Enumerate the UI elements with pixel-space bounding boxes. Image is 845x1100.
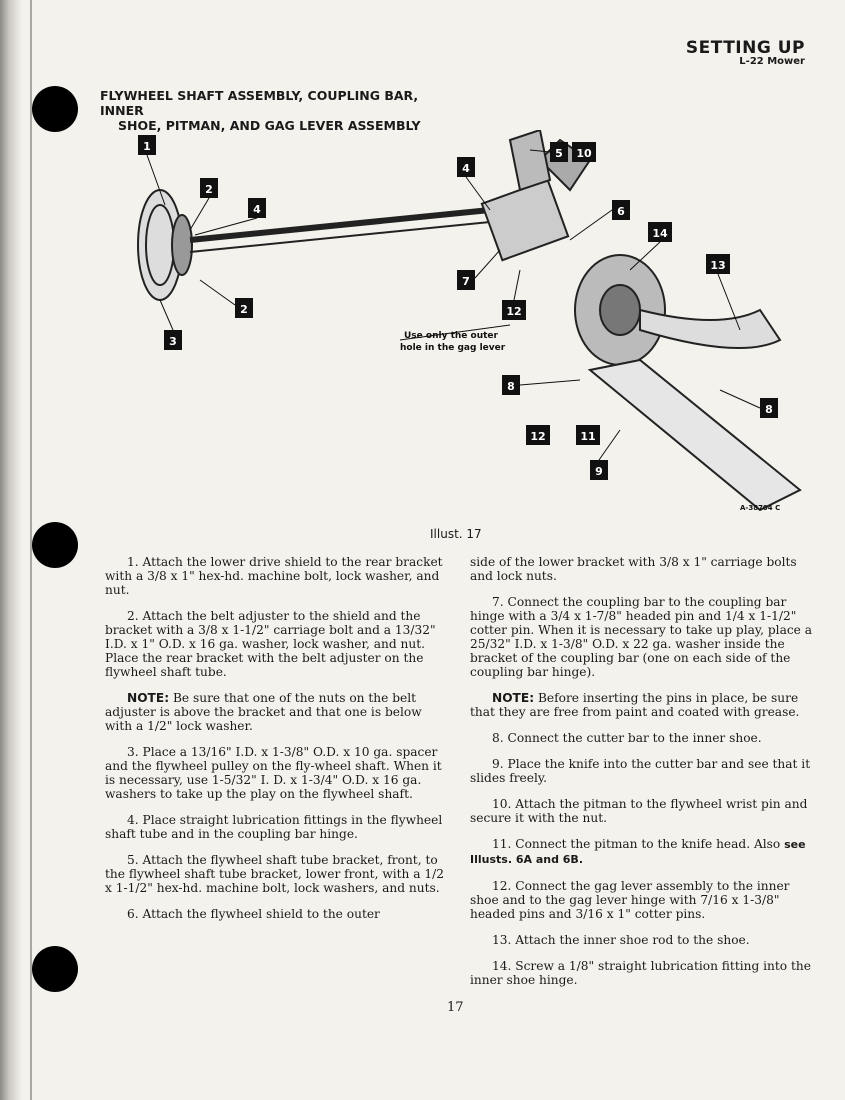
svg-text:2: 2	[240, 303, 248, 316]
callout-11	[576, 425, 600, 445]
svg-text:10: 10	[576, 147, 592, 160]
drawing-id: A-38704 C	[740, 504, 781, 512]
step-4: 4. Place straight lubrication fittings in the flywheel shaft tube and in the coupling bar hinge.	[105, 813, 443, 841]
binder-hole-bottom	[32, 946, 78, 992]
header-subtitle: L-22 Mower	[739, 56, 805, 67]
page-number: 17	[447, 1000, 464, 1015]
header-title: SETTING UP	[685, 38, 805, 58]
step-8: 8. Connect the cutter bar to the inner shoe.	[492, 731, 762, 745]
svg-text:8: 8	[507, 380, 515, 393]
svg-text:3: 3	[169, 335, 177, 348]
binder-hole-middle	[32, 522, 78, 568]
assembly-diagram	[120, 130, 810, 520]
callout-1	[138, 135, 156, 155]
annotation-line2: hole in the gag lever	[400, 343, 506, 353]
pitman-wheel-hub	[600, 285, 640, 335]
step-11-reference: see Illusts. 6A and 6B.	[470, 838, 806, 866]
note-2-label: NOTE:	[492, 691, 535, 705]
note-1	[105, 691, 445, 733]
callout-7	[457, 270, 475, 290]
step-2: 2. Attach the belt adjuster to the shield and the bracket with a 3/8 x 1-1/2" carriage bolt and a 13/32" I.D. x 1" O.D. x 16 ga. washer, lock washer, and nut. Place the rear bracket with the belt adjuster on the flywheel shaft tube.	[105, 609, 436, 679]
step-13: 13. Attach the inner shoe rod to the shoe.	[492, 933, 750, 947]
callout-8b	[760, 398, 778, 418]
coupling-bar-hinge	[482, 180, 568, 260]
coupling-bracket	[510, 130, 550, 190]
svg-text:11: 11	[580, 430, 596, 443]
flywheel-hub	[172, 215, 192, 275]
note-1-label: NOTE:	[127, 691, 170, 705]
svg-text:12: 12	[506, 305, 522, 318]
step-14: 14. Screw a 1/8" straight lubrication fitting into the inner shoe hinge.	[470, 959, 811, 987]
svg-text:8: 8	[765, 403, 773, 416]
svg-text:2: 2	[205, 183, 213, 196]
svg-text:4: 4	[462, 162, 470, 175]
svg-text:5: 5	[555, 147, 563, 160]
step-5: 5. Attach the flywheel shaft tube bracket, front, to the flywheel shaft tube bracket, lower front, with a 1/2 x 1-1/2" hex-hd. machine bolt, lock washers, and nuts.	[105, 853, 445, 895]
step-7: 7. Connect the coupling bar to the coupling bar hinge with a 3/4 x 1-7/8" headed pin and 1/4 x 1-1/2" cotter pin. When it is necessary to take up play, place a 25/32" I.D. x 1-3/8" O.D. x 22 ga. washer inside the bracket of the coupling bar (one on each side of the coupling bar hinge).	[470, 595, 813, 679]
callout-3	[164, 330, 182, 350]
note-2	[470, 691, 815, 719]
callout-5	[550, 142, 568, 162]
inner-shoe-rod	[640, 310, 780, 348]
callout-10	[572, 142, 596, 162]
callout-12	[502, 300, 526, 320]
cutter-bar	[590, 360, 800, 510]
annotation-line1: Use only the outer	[404, 331, 498, 341]
callout-4	[248, 198, 266, 218]
svg-text:12: 12	[530, 430, 546, 443]
svg-text:1: 1	[143, 140, 151, 153]
callout-2	[200, 178, 218, 198]
svg-text:9: 9	[595, 465, 603, 478]
svg-text:6: 6	[617, 205, 625, 218]
step-10: 10. Attach the pitman to the flywheel wrist pin and secure it with the nut.	[470, 797, 808, 825]
step-6: 6. Attach the flywheel shield to the outer	[127, 907, 380, 921]
step-3: 3. Place a 13/16" I.D. x 1-3/8" O.D. x 10 ga. spacer and the flywheel pulley on the fly-wheel shaft. When it is necessary, use 1-5/32" I. D. x 1-3/4" O.D. x 16 ga. washers to take up the play on the flywheel shaft.	[105, 745, 442, 801]
svg-text:13: 13	[710, 259, 726, 272]
step-11	[470, 837, 815, 867]
step-11-text: 11. Connect the pitman to the knife head. Also	[492, 837, 785, 851]
callout-14	[648, 222, 672, 242]
callout-6	[612, 200, 630, 220]
step-12: 12. Connect the gag lever assembly to the inner shoe and to the gag lever hinge with 7/16 x 1-3/8" headed pins and 3/16 x 1" cotter pins.	[470, 879, 790, 921]
instructions-right-column	[470, 555, 815, 999]
note-2-text: Before inserting the pins in place, be sure that they are free from paint and coated with grease.	[470, 691, 800, 719]
callout-2b	[235, 298, 253, 318]
binder-hole-top	[32, 86, 78, 132]
figure-caption: Illust. 17	[430, 527, 482, 541]
page-header	[686, 38, 805, 67]
step-9: 9. Place the knife into the cutter bar and see that it slides freely.	[470, 757, 811, 785]
svg-text:7: 7	[462, 275, 470, 288]
shaft-tube	[190, 210, 490, 240]
callout-4b	[457, 157, 475, 177]
callout-13	[706, 254, 730, 274]
svg-text:4: 4	[253, 203, 261, 216]
figure-title	[100, 88, 460, 133]
figure-title-line2: SHOE, PITMAN, AND GAG LEVER ASSEMBLY	[118, 118, 421, 133]
scan-edge	[0, 0, 22, 1100]
callout-9	[590, 460, 608, 480]
callout-12b	[526, 425, 550, 445]
svg-text:14: 14	[652, 227, 668, 240]
note-1-text: Be sure that one of the nuts on the belt adjuster is above the bracket and that one is below with a 1/2" lock washer.	[105, 691, 422, 733]
step-6-continued: side of the lower bracket with 3/8 x 1" carriage bolts and lock nuts.	[470, 555, 797, 583]
callout-8	[502, 375, 520, 395]
figure-title-line1: FLYWHEEL SHAFT ASSEMBLY, COUPLING BAR, INNER	[100, 88, 419, 118]
instructions-left-column	[105, 555, 445, 933]
step-1: 1. Attach the lower drive shield to the rear bracket with a 3/8 x 1" hex-hd. machine bolt, lock washer, and nut.	[105, 555, 443, 597]
